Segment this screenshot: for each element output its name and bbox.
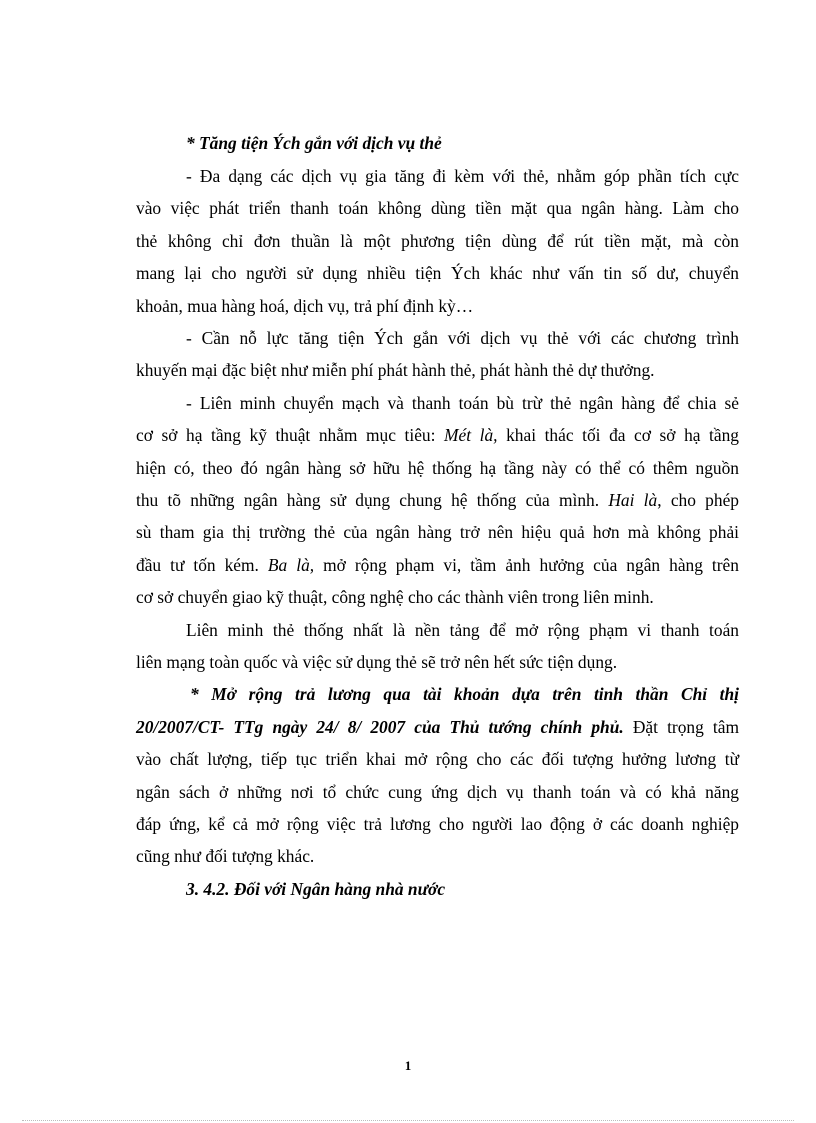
paragraph-line: [136, 489, 739, 511]
paragraph-line: cũng như đối tượng khác.: [136, 846, 315, 866]
paragraph-line: Liên minh thẻ thống nhất là nền tảng để mở rộng phạm vi thanh toán: [186, 620, 739, 640]
line-text: khai thác tối đa cơ sở hạ tầng: [497, 425, 739, 445]
heading-card-utilities: * Tăng tiện Ých gắn với dịch vụ thẻ: [186, 133, 442, 153]
line-text: đầu tư tốn kém.: [136, 555, 268, 575]
line-text: , cho phép: [657, 490, 739, 510]
italic-term: Mét là,: [444, 425, 498, 445]
directive-reference: 20/2007/CT- TTg ngày 24/ 8/ 2007 của Thủ tướng chính phủ.: [136, 717, 624, 737]
paragraph-line: [136, 554, 739, 576]
paragraph-line: thẻ không chỉ đơn thuần là một phương tiện dùng để rút tiền mặt, mà còn: [136, 231, 739, 251]
footer-divider: [22, 1120, 794, 1121]
heading-salary-payment: * Mở rộng trả lương qua tài khoản dựa trên tinh thần Chỉ thị: [190, 684, 739, 704]
paragraph-line: ngân sách ở những nơi tổ chức cung ứng dịch vụ thanh toán và có khả năng: [136, 782, 739, 802]
line-text: thu tõ những ngân hàng sử dụng chung hệ thống của mình.: [136, 490, 609, 510]
paragraph-line: - Đa dạng các dịch vụ gia tăng đi kèm với thẻ, nhằm góp phần tích cực: [186, 166, 739, 186]
italic-term: Hai là: [608, 490, 658, 510]
paragraph-line: - Liên minh chuyển mạch và thanh toán bù trừ thẻ ngân hàng để chia sẻ: [186, 393, 739, 413]
paragraph-line: liên mạng toàn quốc và việc sử dụng thẻ sẽ trở nên hết sức tiện dụng.: [136, 652, 618, 672]
line-text: cơ sở hạ tầng kỹ thuật nhằm mục tiêu:: [136, 425, 445, 445]
paragraph-line: cơ sở chuyển giao kỹ thuật, công nghệ cho các thành viên trong liên minh.: [136, 587, 654, 607]
paragraph-line: hiện có, theo đó ngân hàng sở hữu hệ thống hạ tầng này có thể có thêm nguồn: [136, 458, 739, 478]
line-text: mở rộng phạm vi, tầm ảnh hưởng của ngân hàng trên: [314, 555, 739, 575]
paragraph-line: [136, 716, 739, 738]
paragraph-line: vào việc phát triển thanh toán không dùng tiền mặt qua ngân hàng. Làm cho: [136, 198, 739, 218]
paragraph-line: [136, 424, 739, 446]
paragraph-line: - Cần nỗ lực tăng tiện Ých gắn với dịch vụ thẻ với các chương trình: [186, 328, 739, 348]
paragraph-line: đáp ứng, kể cả mở rộng việc trả lương cho người lao động ở các doanh nghiệp: [136, 814, 739, 834]
paragraph-line: vào chất lượng, tiếp tục triển khai mở rộng cho các đối tượng hưởng lương từ: [136, 749, 739, 769]
paragraph-line: khuyến mại đặc biệt như miễn phí phát hành thẻ, phát hành thẻ dự thưởng.: [136, 360, 655, 380]
italic-term: Ba là,: [267, 555, 315, 575]
page-number: 1: [404, 1058, 412, 1073]
paragraph-line: khoản, mua hàng hoá, dịch vụ, trả phí định kỳ…: [136, 296, 474, 316]
paragraph-line: sù tham gia thị trường thẻ của ngân hàng trở nên hiệu quả hơn mà không phải: [136, 522, 739, 542]
paragraph-line: mang lại cho người sử dụng nhiều tiện Ých khác như vấn tin số dư, chuyển: [136, 263, 739, 283]
line-text: Đặt trọng tâm: [623, 717, 739, 737]
section-heading: 3. 4.2. Đối với Ngân hàng nhà nước: [186, 879, 446, 899]
